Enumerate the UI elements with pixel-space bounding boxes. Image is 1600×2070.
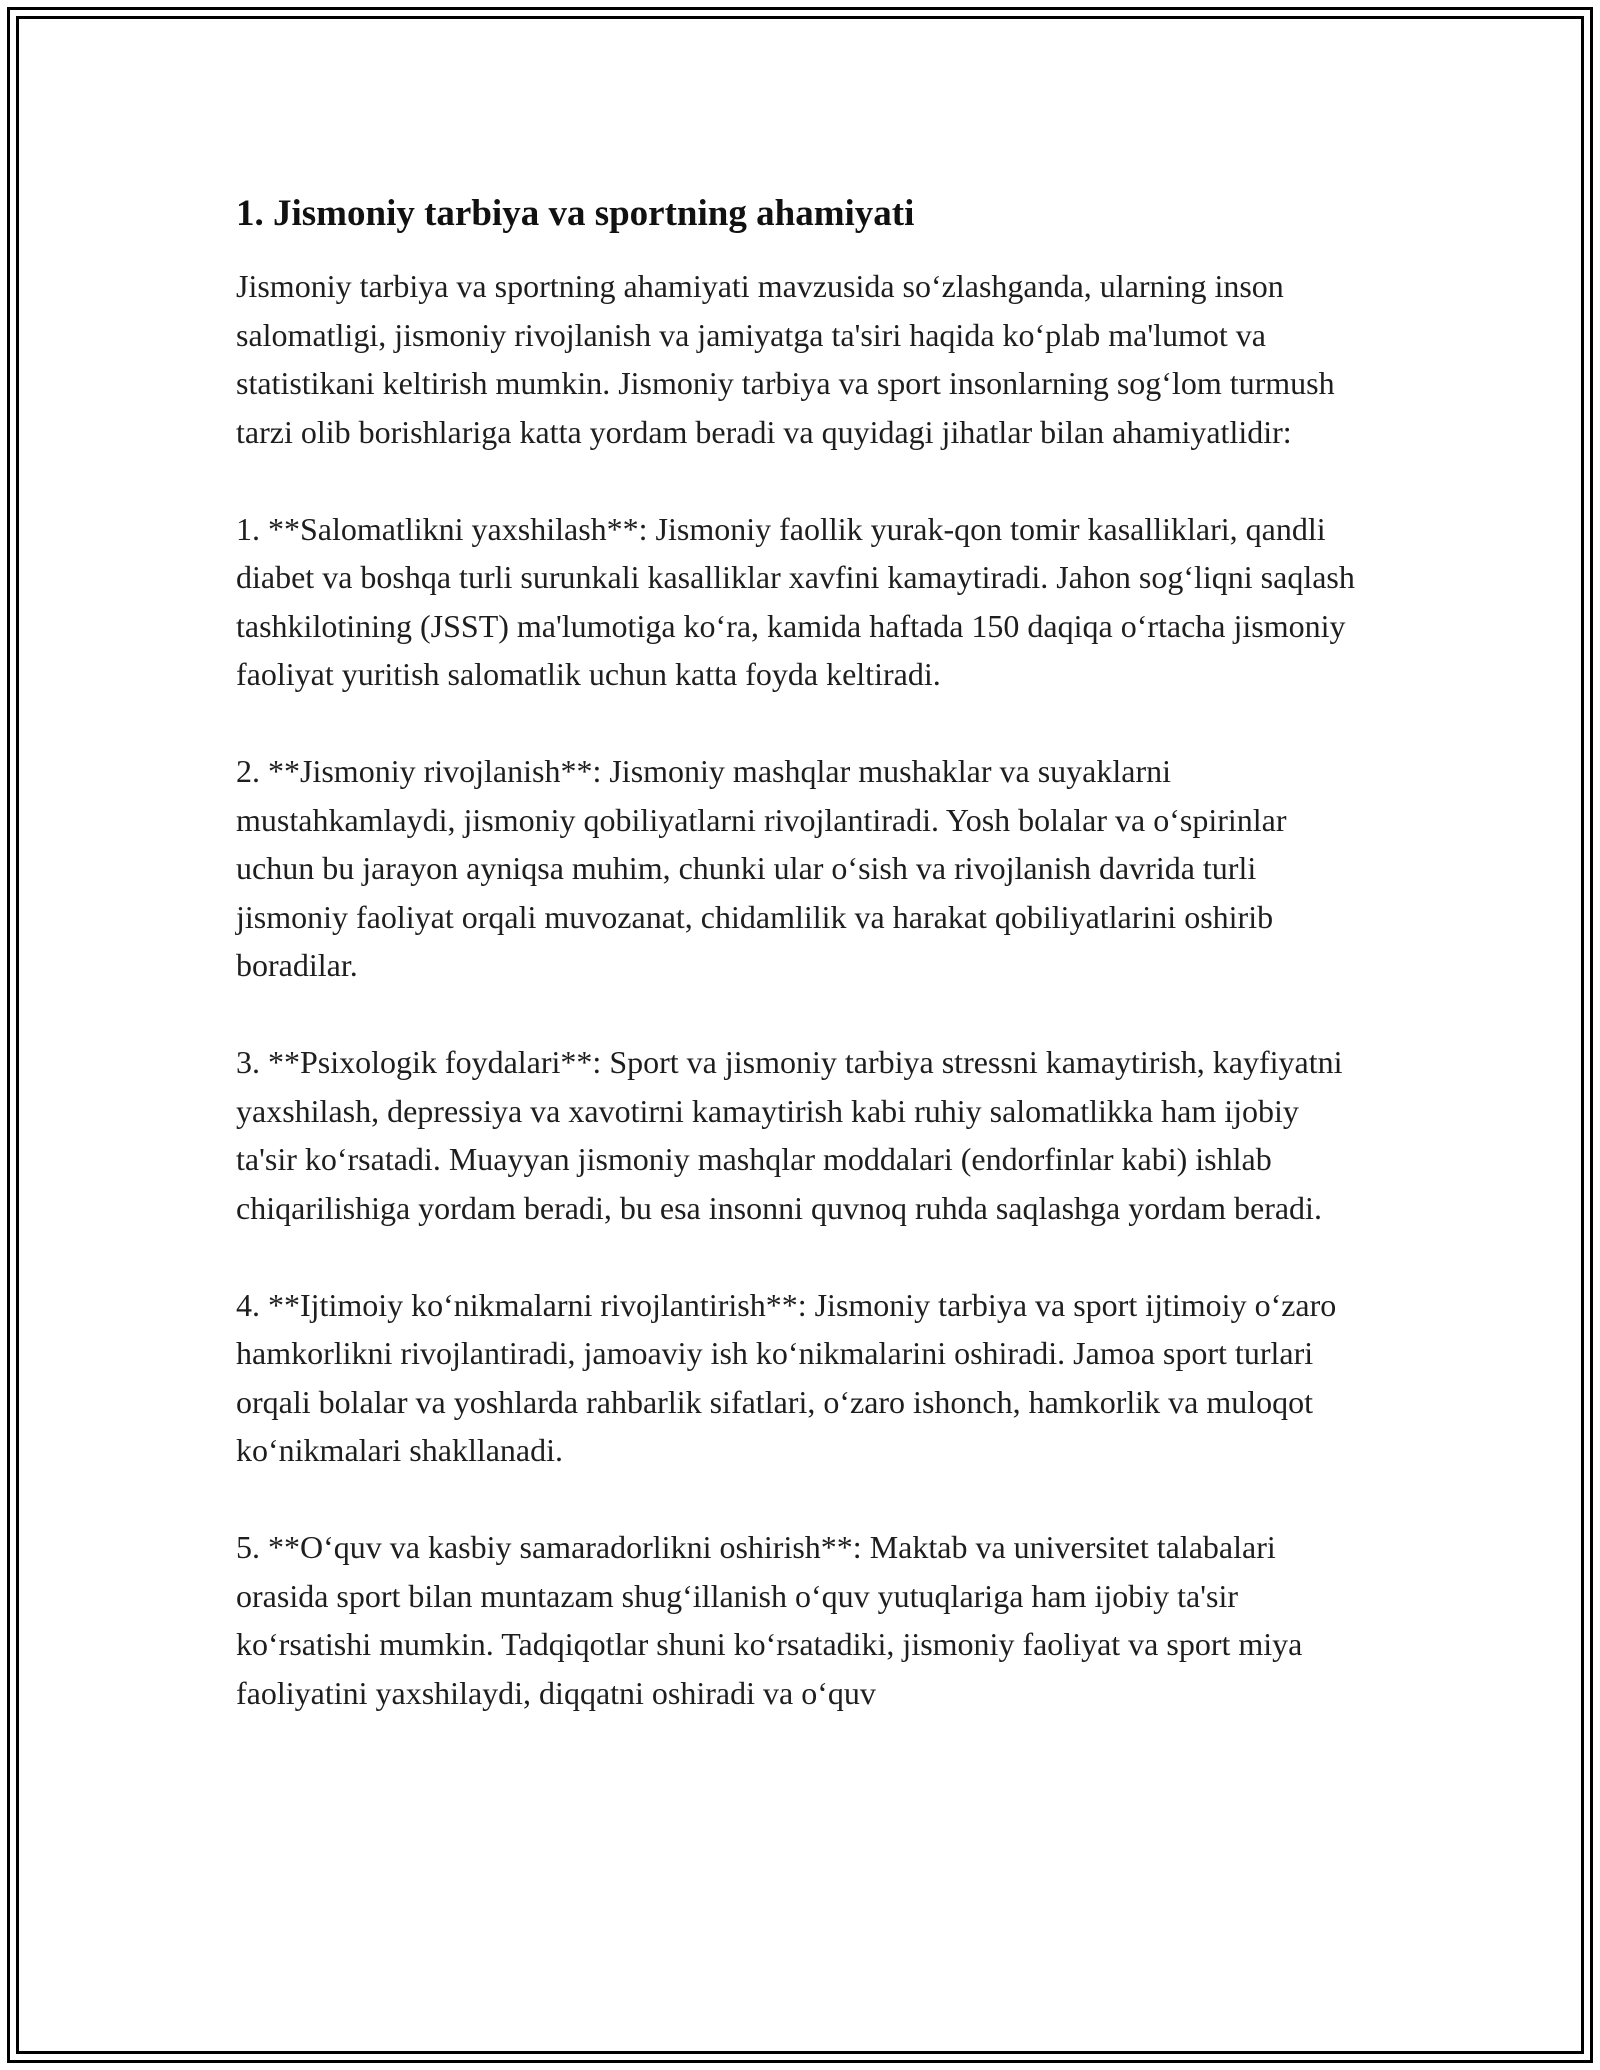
list-item-psixologik: 3. **Psixologik foydalari**: Sport va jismoniy tarbiya stressni kamaytirish, kayfiyatni yaxshilash, depressiya va xavotirni kamaytirish kabi ruhiy salomatlikka ham ijobiy ta'sir ko‘rsatadi. Muayyan jismoniy mashqlar moddalari (endorfinlar kabi) ishlab chiqarilishiga yordam beradi, bu esa insonni quvnoq ruhda saqlashga yordam beradi.: [236, 1044, 1343, 1226]
document-body: [236, 190, 1366, 1766]
list-item-salomatlik: 1. **Salomatlikni yaxshilash**: Jismoniy faollik yurak-qon tomir kasalliklari, qandli diabet va boshqa turli surunkali kasalliklar xavfini kamaytiradi. Jahon sog‘liqni saqlash tashkilotining (JSST) ma'lumotiga ko‘ra, kamida haftada 150 daqiqa o‘rtacha jismoniy faoliyat yuritish salomatlik uchun katta foyda keltiradi.: [236, 510, 1355, 692]
list-item-oquv-kasbiy: 5. **O‘quv va kasbiy samaradorlikni oshirish**: Maktab va universitet talabalari orasida sport bilan muntazam shug‘illanish o‘quv yutuqlariga ham ijobiy ta'sir ko‘rsatishi mumkin. Tadqiqotlar shuni ko‘rsatadiki, jismoniy faoliyat va sport miya faoliyatini yaxshilaydi, diqqatni oshiradi va o‘quv: [236, 1529, 1303, 1711]
section-heading: 1. Jismoniy tarbiya va sportning ahamiyati: [236, 193, 915, 234]
intro-paragraph: Jismoniy tarbiya va sportning ahamiyati mavzusida so‘zlashganda, ularning inson salomatligi, jismoniy rivojlanish va jamiyatga ta'siri haqida ko‘plab ma'lumot va statistikani keltirish mumkin. Jismoniy tarbiya va sport insonlarning sog‘lom turmush tarzi olib borishlariga katta yordam beradi va quyidagi jihatlar bilan ahamiyatlidir:: [236, 268, 1335, 450]
list-item-ijtimoiy: 4. **Ijtimoiy ko‘nikmalarni rivojlantirish**: Jismoniy tarbiya va sport ijtimoiy o‘zaro hamkorlikni rivojlantiradi, jamoaviy ish ko‘nikmalarini oshiradi. Jamoa sport turlari orqali bolalar va yoshlarda rahbarlik sifatlari, o‘zaro ishonch, hamkorlik va muloqot ko‘nikmalari shakllanadi.: [236, 1286, 1337, 1468]
list-item-jismoniy-rivojlanish: 2. **Jismoniy rivojlanish**: Jismoniy mashqlar mushaklar va suyaklarni mustahkamlaydi, jismoniy qobiliyatlarni rivojlantiradi. Yosh bolalar va o‘spirinlar uchun bu jarayon ayniqsa muhim, chunki ular o‘sish va rivojlanish davrida turli jismoniy faoliyat orqali muvozanat, chidamlilik va harakat qobiliyatlarini oshirib boradilar.: [236, 753, 1287, 983]
